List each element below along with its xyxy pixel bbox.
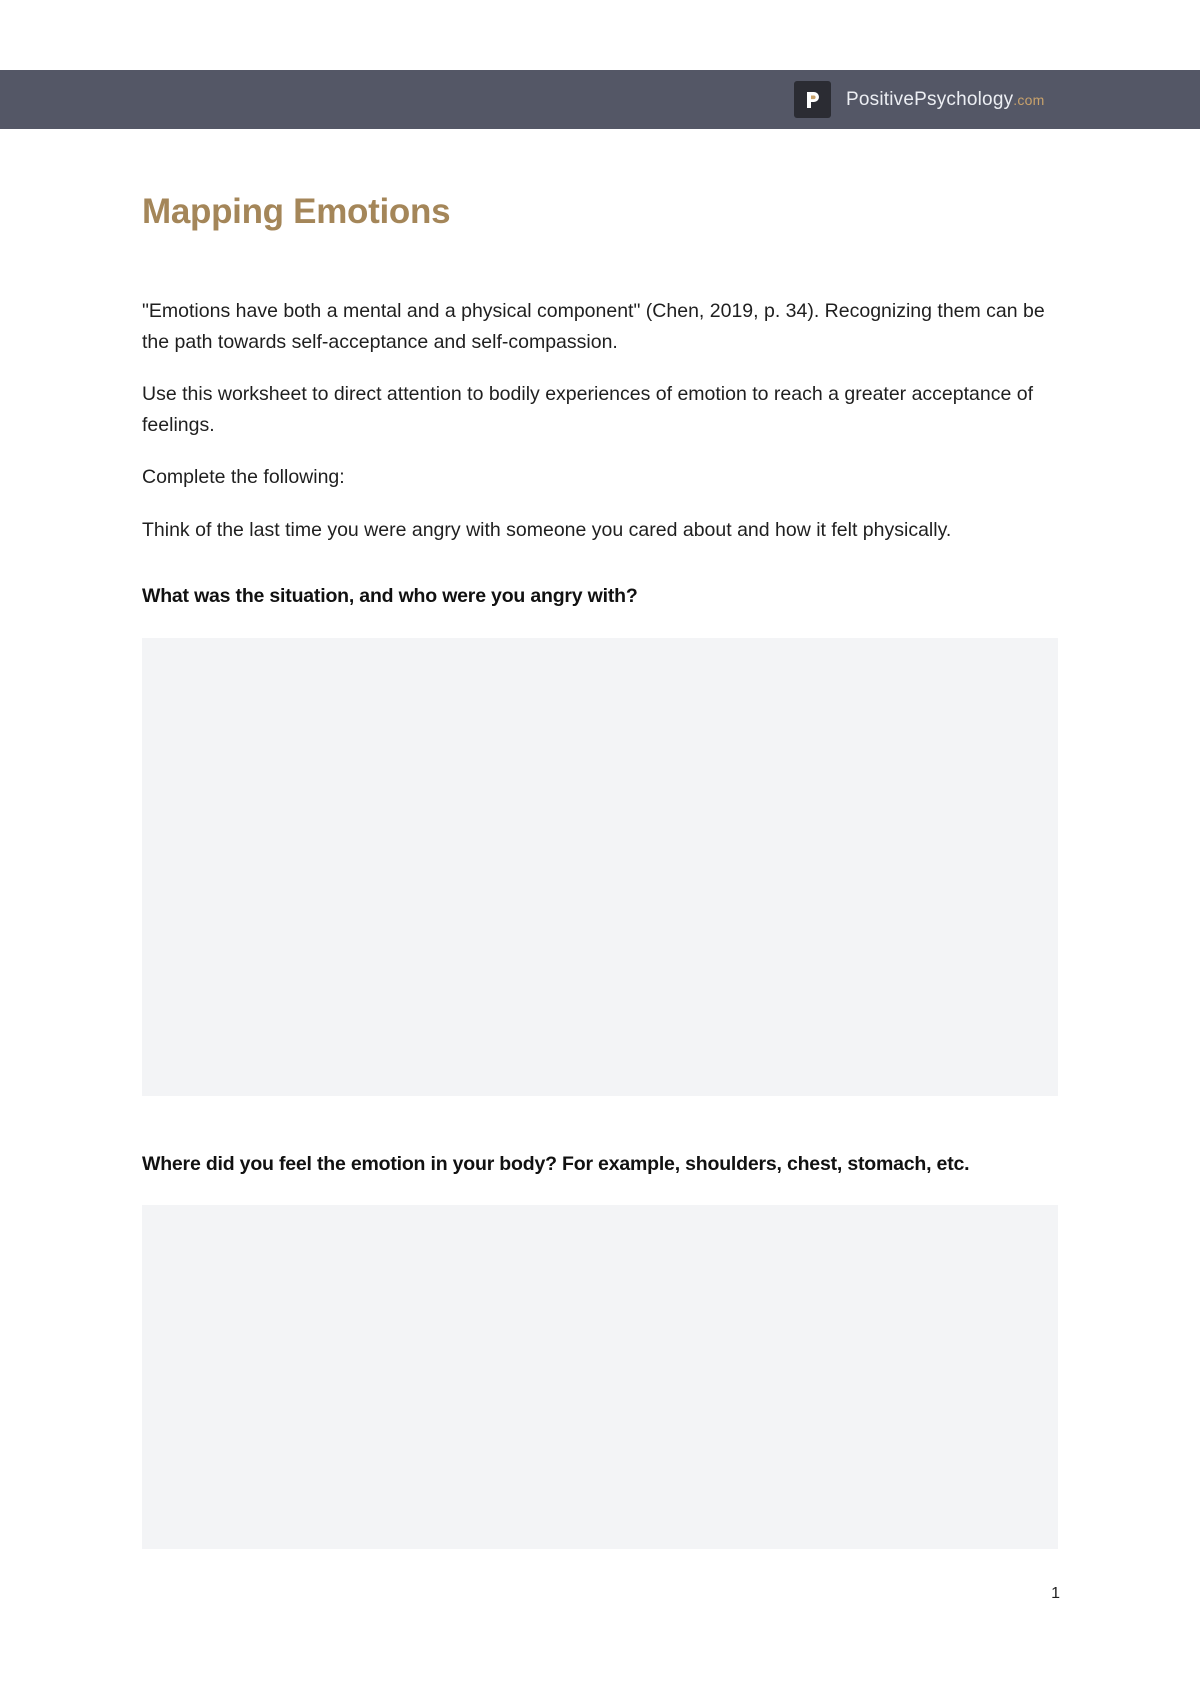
question-body-location-label: Where did you feel the emotion in your body? For example, shoulders, chest, stomach, etc. (142, 1153, 970, 1175)
page-number: 1 (1051, 1585, 1060, 1602)
brand-name (846, 89, 1044, 111)
think-prompt-text: Think of the last time you were angry with someone you cared about and how it felt physically. (142, 519, 952, 541)
brand-name-main: PositivePsychology (846, 88, 1014, 110)
answer-box-body-location[interactable] (142, 1205, 1058, 1549)
brand-name-suffix: .com (1013, 91, 1045, 108)
brand-logo[interactable] (794, 81, 1044, 118)
positive-psychology-logo-icon (794, 81, 831, 118)
intro-quote-paragraph: "Emotions have both a mental and a physical component" (Chen, 2019, p. 34). Recognizing them can be the path towards self-acceptance and self-compassion. (142, 300, 1045, 353)
question-situation-label: What was the situation, and who were you angry with? (142, 585, 638, 607)
page-title: Mapping Emotions (142, 192, 451, 231)
header-bar (0, 70, 1200, 129)
answer-box-situation[interactable] (142, 638, 1058, 1096)
instructions-paragraph: Use this worksheet to direct attention to bodily experiences of emotion to reach a greater acceptance of feelings. (142, 383, 1034, 436)
complete-following-text: Complete the following: (142, 466, 345, 488)
